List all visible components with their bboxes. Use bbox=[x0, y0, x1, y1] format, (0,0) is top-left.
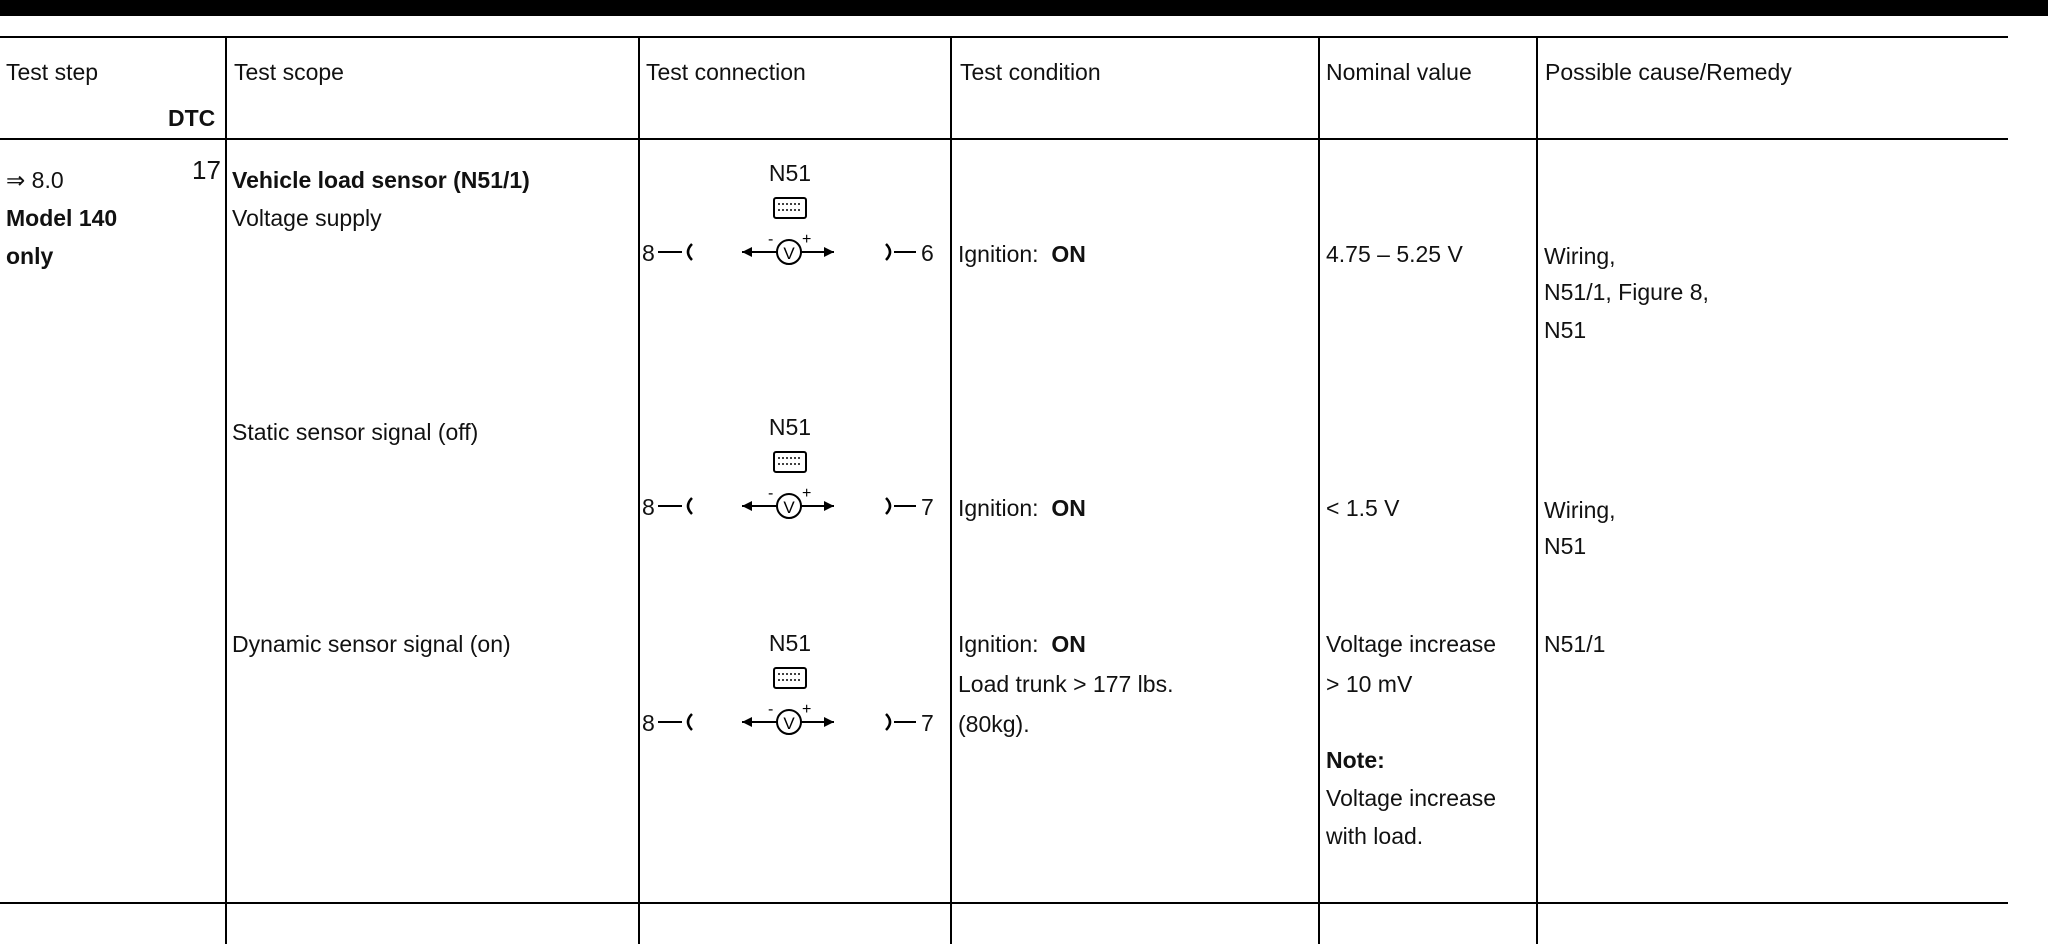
model-line: Model 140 bbox=[6, 205, 118, 231]
note-text: with load. bbox=[1326, 823, 1424, 849]
condition-label: Ignition: bbox=[958, 241, 1039, 267]
nominal-value: Voltage increase bbox=[1326, 631, 1497, 657]
svg-text:+: + bbox=[802, 701, 812, 718]
note-label: Note: bbox=[1326, 747, 1385, 773]
scope-row: Static sensor signal (off) bbox=[232, 419, 479, 445]
cause-line: N51 bbox=[1544, 533, 1587, 559]
condition-cell bbox=[958, 492, 1086, 524]
header-test-condition: Test condition bbox=[960, 59, 1101, 85]
header-nominal-value: Nominal value bbox=[1326, 59, 1472, 85]
table-bottom-rule bbox=[0, 902, 2008, 904]
column-divider bbox=[1318, 36, 1320, 944]
note-text: Voltage increase bbox=[1326, 785, 1497, 811]
component-label: N51 bbox=[768, 160, 812, 186]
condition-cell bbox=[958, 238, 1086, 270]
top-rule bbox=[0, 0, 2048, 16]
pin-right: 7 bbox=[921, 494, 934, 520]
condition-value: ON bbox=[1051, 495, 1086, 521]
header-test-connection: Test connection bbox=[646, 59, 806, 85]
condition-label: Ignition: bbox=[958, 495, 1039, 521]
connection-diagram bbox=[640, 160, 940, 280]
condition-extra: Load trunk > 177 lbs. bbox=[958, 671, 1174, 697]
cause-line: N51/1, Figure 8, bbox=[1544, 279, 1709, 305]
condition-extra: (80kg). bbox=[958, 711, 1030, 737]
cause-line: Wiring, bbox=[1544, 243, 1616, 269]
header-top-rule bbox=[0, 36, 2008, 38]
condition-cell bbox=[958, 628, 1086, 660]
column-divider bbox=[950, 36, 952, 944]
step-number: ⇒ 8.0 bbox=[6, 167, 64, 193]
column-divider bbox=[225, 36, 227, 944]
condition-label: Ignition: bbox=[958, 631, 1039, 657]
pin-left: 8 bbox=[642, 240, 655, 266]
component-label: N51 bbox=[768, 414, 812, 440]
cause-line: Wiring, bbox=[1544, 497, 1616, 523]
header-test-step: Test step bbox=[6, 59, 99, 85]
condition-value: ON bbox=[1051, 241, 1086, 267]
nominal-value: > 10 mV bbox=[1326, 671, 1413, 697]
pin-right: 6 bbox=[921, 240, 934, 266]
svg-text:-: - bbox=[768, 231, 774, 248]
cause-line: N51/1 bbox=[1544, 631, 1606, 657]
voltmeter-icon bbox=[640, 160, 940, 280]
header-possible-cause: Possible cause/Remedy bbox=[1545, 59, 1792, 85]
pin-right: 7 bbox=[921, 710, 934, 736]
scope-row: Dynamic sensor signal (on) bbox=[232, 631, 511, 657]
svg-text:-: - bbox=[768, 485, 774, 502]
svg-text:V: V bbox=[783, 714, 795, 733]
header-dtc: DTC bbox=[168, 105, 216, 131]
nominal-value: < 1.5 V bbox=[1326, 495, 1400, 521]
header-test-scope: Test scope bbox=[234, 59, 344, 85]
connection-diagram bbox=[640, 630, 940, 750]
svg-text:+: + bbox=[802, 485, 812, 502]
cause-line: N51 bbox=[1544, 317, 1587, 343]
dtc-code: 17 bbox=[192, 155, 221, 185]
svg-text:-: - bbox=[768, 701, 774, 718]
scope-row: Voltage supply bbox=[232, 205, 382, 231]
pin-left: 8 bbox=[642, 710, 655, 736]
nominal-value: 4.75 – 5.25 V bbox=[1326, 241, 1463, 267]
condition-value: ON bbox=[1051, 631, 1086, 657]
model-line: only bbox=[6, 243, 54, 269]
component-label: N51 bbox=[768, 630, 812, 656]
scope-title: Vehicle load sensor (N51/1) bbox=[232, 167, 530, 193]
voltmeter-icon bbox=[640, 414, 940, 534]
svg-text:V: V bbox=[783, 498, 795, 517]
header-bottom-rule bbox=[0, 138, 2008, 140]
pin-left: 8 bbox=[642, 494, 655, 520]
voltmeter-icon bbox=[640, 630, 940, 750]
connection-diagram bbox=[640, 414, 940, 534]
svg-text:V: V bbox=[783, 244, 795, 263]
svg-text:+: + bbox=[802, 231, 812, 248]
column-divider bbox=[1536, 36, 1538, 944]
